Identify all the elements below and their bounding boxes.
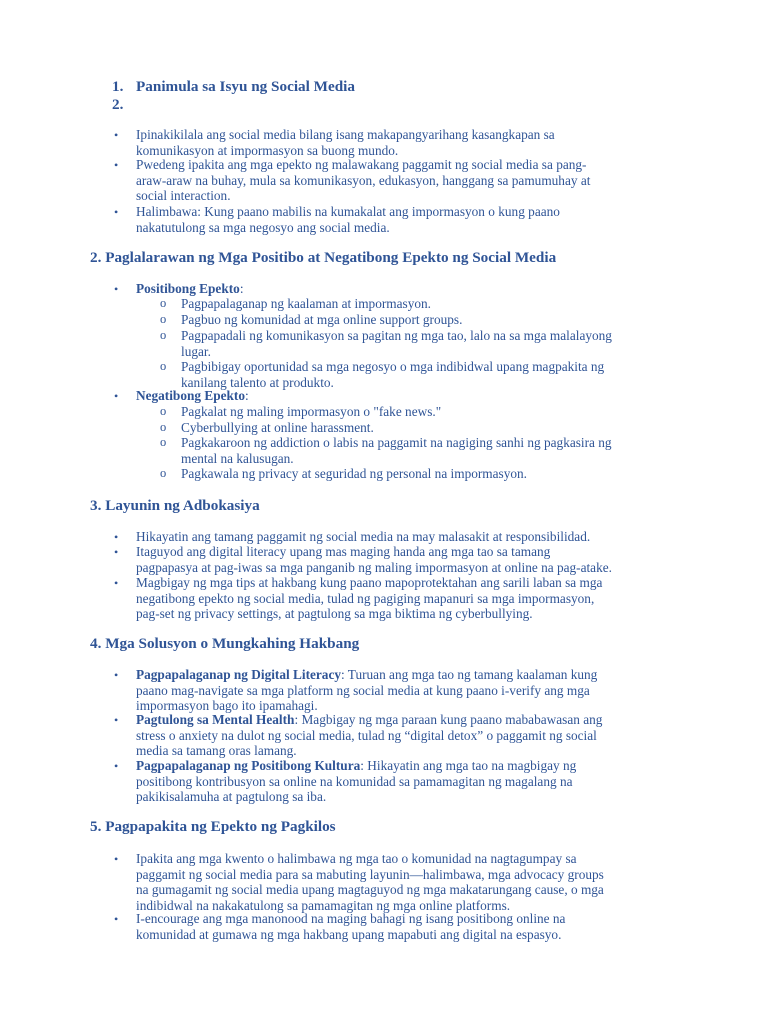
sub-item-line: Pagkawala ng privacy at seguridad ng personal na impormasyon. (181, 466, 527, 481)
list-item-line: komunidad at gumawa ng mga hakbang upang mapabuti ang digital na espasyo. (136, 926, 562, 942)
list-item-line: pag-set ng privacy settings, at pagtulong sa mga biktima ng cyberbullying. (136, 606, 533, 621)
list-item-line: negatibong epekto ng social media, tulad ng pagiging mapanuri sa mga impormasyon, (136, 590, 595, 606)
solution-text-line: stress o anxiety na dulot ng social media, tulad ng “digital detox” o paggamit ng social (136, 727, 597, 743)
solution-text-line: paano mag-navigate sa mga platform ng social media at kung paano i-verify ang mga (136, 682, 590, 698)
solution-first-line (136, 712, 602, 728)
sub-bullet-glyph: o (160, 312, 167, 326)
solution-title: Pagpapalaganap ng Positibong Kultura (136, 758, 361, 773)
solution-title: Pagpapalaganap ng Digital Literacy (136, 667, 342, 682)
bullet-glyph: • (114, 852, 119, 866)
solution-text-line: media sa tamang oras lamang. (136, 743, 297, 758)
sub-item-line: Pagbibigay oportunidad sa mga negosyo o mga indibidwal upang magpakita ng (181, 359, 605, 374)
bullet-glyph: • (114, 713, 119, 727)
bullet-glyph: • (114, 668, 119, 682)
sub-bullet-glyph: o (160, 359, 167, 373)
bullet-glyph: • (114, 282, 119, 296)
positive-label: Positibong Epekto: (136, 281, 244, 296)
bullet-glyph: • (114, 759, 119, 773)
sub-item-line: Pagkalat ng maling impormasyon o "fake news." (181, 404, 442, 419)
sub-item-line: Pagpapalaganap ng kaalaman at impormasyon. (181, 296, 431, 311)
list-item-line: araw-araw na buhay, mula sa komunikasyon, edukasyon, hanggang sa pamumuhay at (136, 172, 591, 188)
list-item-line: nakatutulong sa mga negosyo ang social media. (136, 219, 390, 235)
sub-bullet-glyph: o (160, 296, 167, 310)
list-item-line: komunikasyon at impormasyon sa buong mundo. (136, 142, 399, 158)
positive-effects-label: Positibong Epekto (136, 281, 240, 296)
list-number: 1. (112, 78, 124, 95)
bullet-glyph: • (114, 576, 119, 590)
negative-label: Negatibong Epekto: (136, 388, 249, 403)
list-number: 2. (112, 96, 124, 113)
sub-bullet-glyph: o (160, 328, 167, 342)
bullet-glyph: • (114, 912, 119, 926)
solution-text-line: pakikisalamuha at pagtulong sa iba. (136, 789, 327, 804)
negative-effects-label: Negatibong Epekto (136, 388, 245, 403)
sub-item-line: Pagbuo ng komunidad at mga online support groups. (181, 312, 463, 327)
section-heading: 5. Pagpapakita ng Epekto ng Pagkilos (90, 818, 336, 835)
solution-text: : Hikayatin ang mga tao na magbigay ng (360, 758, 577, 773)
list-item-line: social interaction. (136, 188, 231, 203)
solution-first-line (136, 758, 576, 774)
bullet-glyph: • (114, 389, 119, 403)
sub-item-line: Cyberbullying at online harassment. (181, 420, 374, 435)
section-heading: 3. Layunin ng Adbokasiya (90, 497, 260, 514)
bullet-glyph: • (114, 128, 119, 142)
sub-bullet-glyph: o (160, 420, 167, 434)
list-item-line: Hikayatin ang tamang paggamit ng social media na may malasakit at responsibilidad. (136, 529, 591, 544)
sub-item-line: mental na kalusugan. (181, 450, 294, 466)
bullet-glyph: • (114, 530, 119, 544)
list-item-line: Magbigay ng mga tips at hakbang kung paano mapoprotektahan ang sarili laban sa mga (136, 575, 603, 590)
list-item-line: na gumagamit ng social media upang magtaguyod ng mga makatarungang cause, o mga (136, 882, 604, 897)
list-item-line: Ipinakikilala ang social media bilang isang makapangyarihang kasangkapan sa (136, 127, 555, 142)
solution-text: : Turuan ang mga tao ng tamang kaalaman kung (341, 667, 598, 682)
solution-first-line (136, 667, 597, 683)
list-item-line: Itaguyod ang digital literacy upang mas maging handa ang mga tao sa tamang (136, 544, 551, 559)
solution-text-line: positibong kontribusyon sa online na komunidad sa pamamagitan ng magalang na (136, 773, 573, 789)
solution-text: : Magbigay ng mga paraan kung paano mababawasan ang (294, 712, 603, 727)
bullet-glyph: • (114, 545, 119, 559)
section-heading: 4. Mga Solusyon o Mungkahing Hakbang (90, 635, 360, 652)
solution-text-line: impormasyon bago ito ipamahagi. (136, 698, 318, 713)
sub-item-line: Pagkakaroon ng addiction o labis na paggamit na nagiging sanhi ng pagkasira ng (181, 435, 612, 450)
list-item-line: I-encourage ang mga manonood na maging bahagi ng isang positibong online na (136, 911, 566, 926)
intro-title: Panimula sa Isyu ng Social Media (136, 78, 355, 95)
bullet-glyph: • (114, 205, 119, 219)
list-item-line: pagpapasya at pag-iwas sa mga panganib ng maling impormasyon at online na pag-atake. (136, 559, 612, 575)
sub-item-line: Pagpapadali ng komunikasyon sa pagitan ng mga tao, lalo na sa mga malalayong (181, 328, 612, 343)
list-item-line: paggamit ng social media para sa mabuting layunin—halimbawa, mga advocacy groups (136, 866, 604, 882)
sub-bullet-glyph: o (160, 435, 167, 449)
list-item-line: Ipakita ang mga kwento o halimbawa ng mga tao o komunidad na nagtagumpay sa (136, 851, 577, 866)
bullet-glyph: • (114, 158, 119, 172)
sub-item-line: lugar. (181, 343, 211, 359)
list-item-line: Pwedeng ipakita ang mga epekto ng malawakang paggamit ng social media sa pang- (136, 157, 587, 172)
sub-item-line: kanilang talento at produkto. (181, 374, 334, 390)
list-item-line: indibidwal na nakakatulong sa pamamagitan ng mga online platforms. (136, 897, 511, 913)
sub-bullet-glyph: o (160, 404, 167, 418)
sub-bullet-glyph: o (160, 466, 167, 480)
list-item-line: Halimbawa: Kung paano mabilis na kumakalat ang impormasyon o kung paano (136, 204, 560, 219)
section-heading: 2. Paglalarawan ng Mga Positibo at Negatibong Epekto ng Social Media (90, 249, 557, 266)
solution-title: Pagtulong sa Mental Health (136, 712, 295, 727)
